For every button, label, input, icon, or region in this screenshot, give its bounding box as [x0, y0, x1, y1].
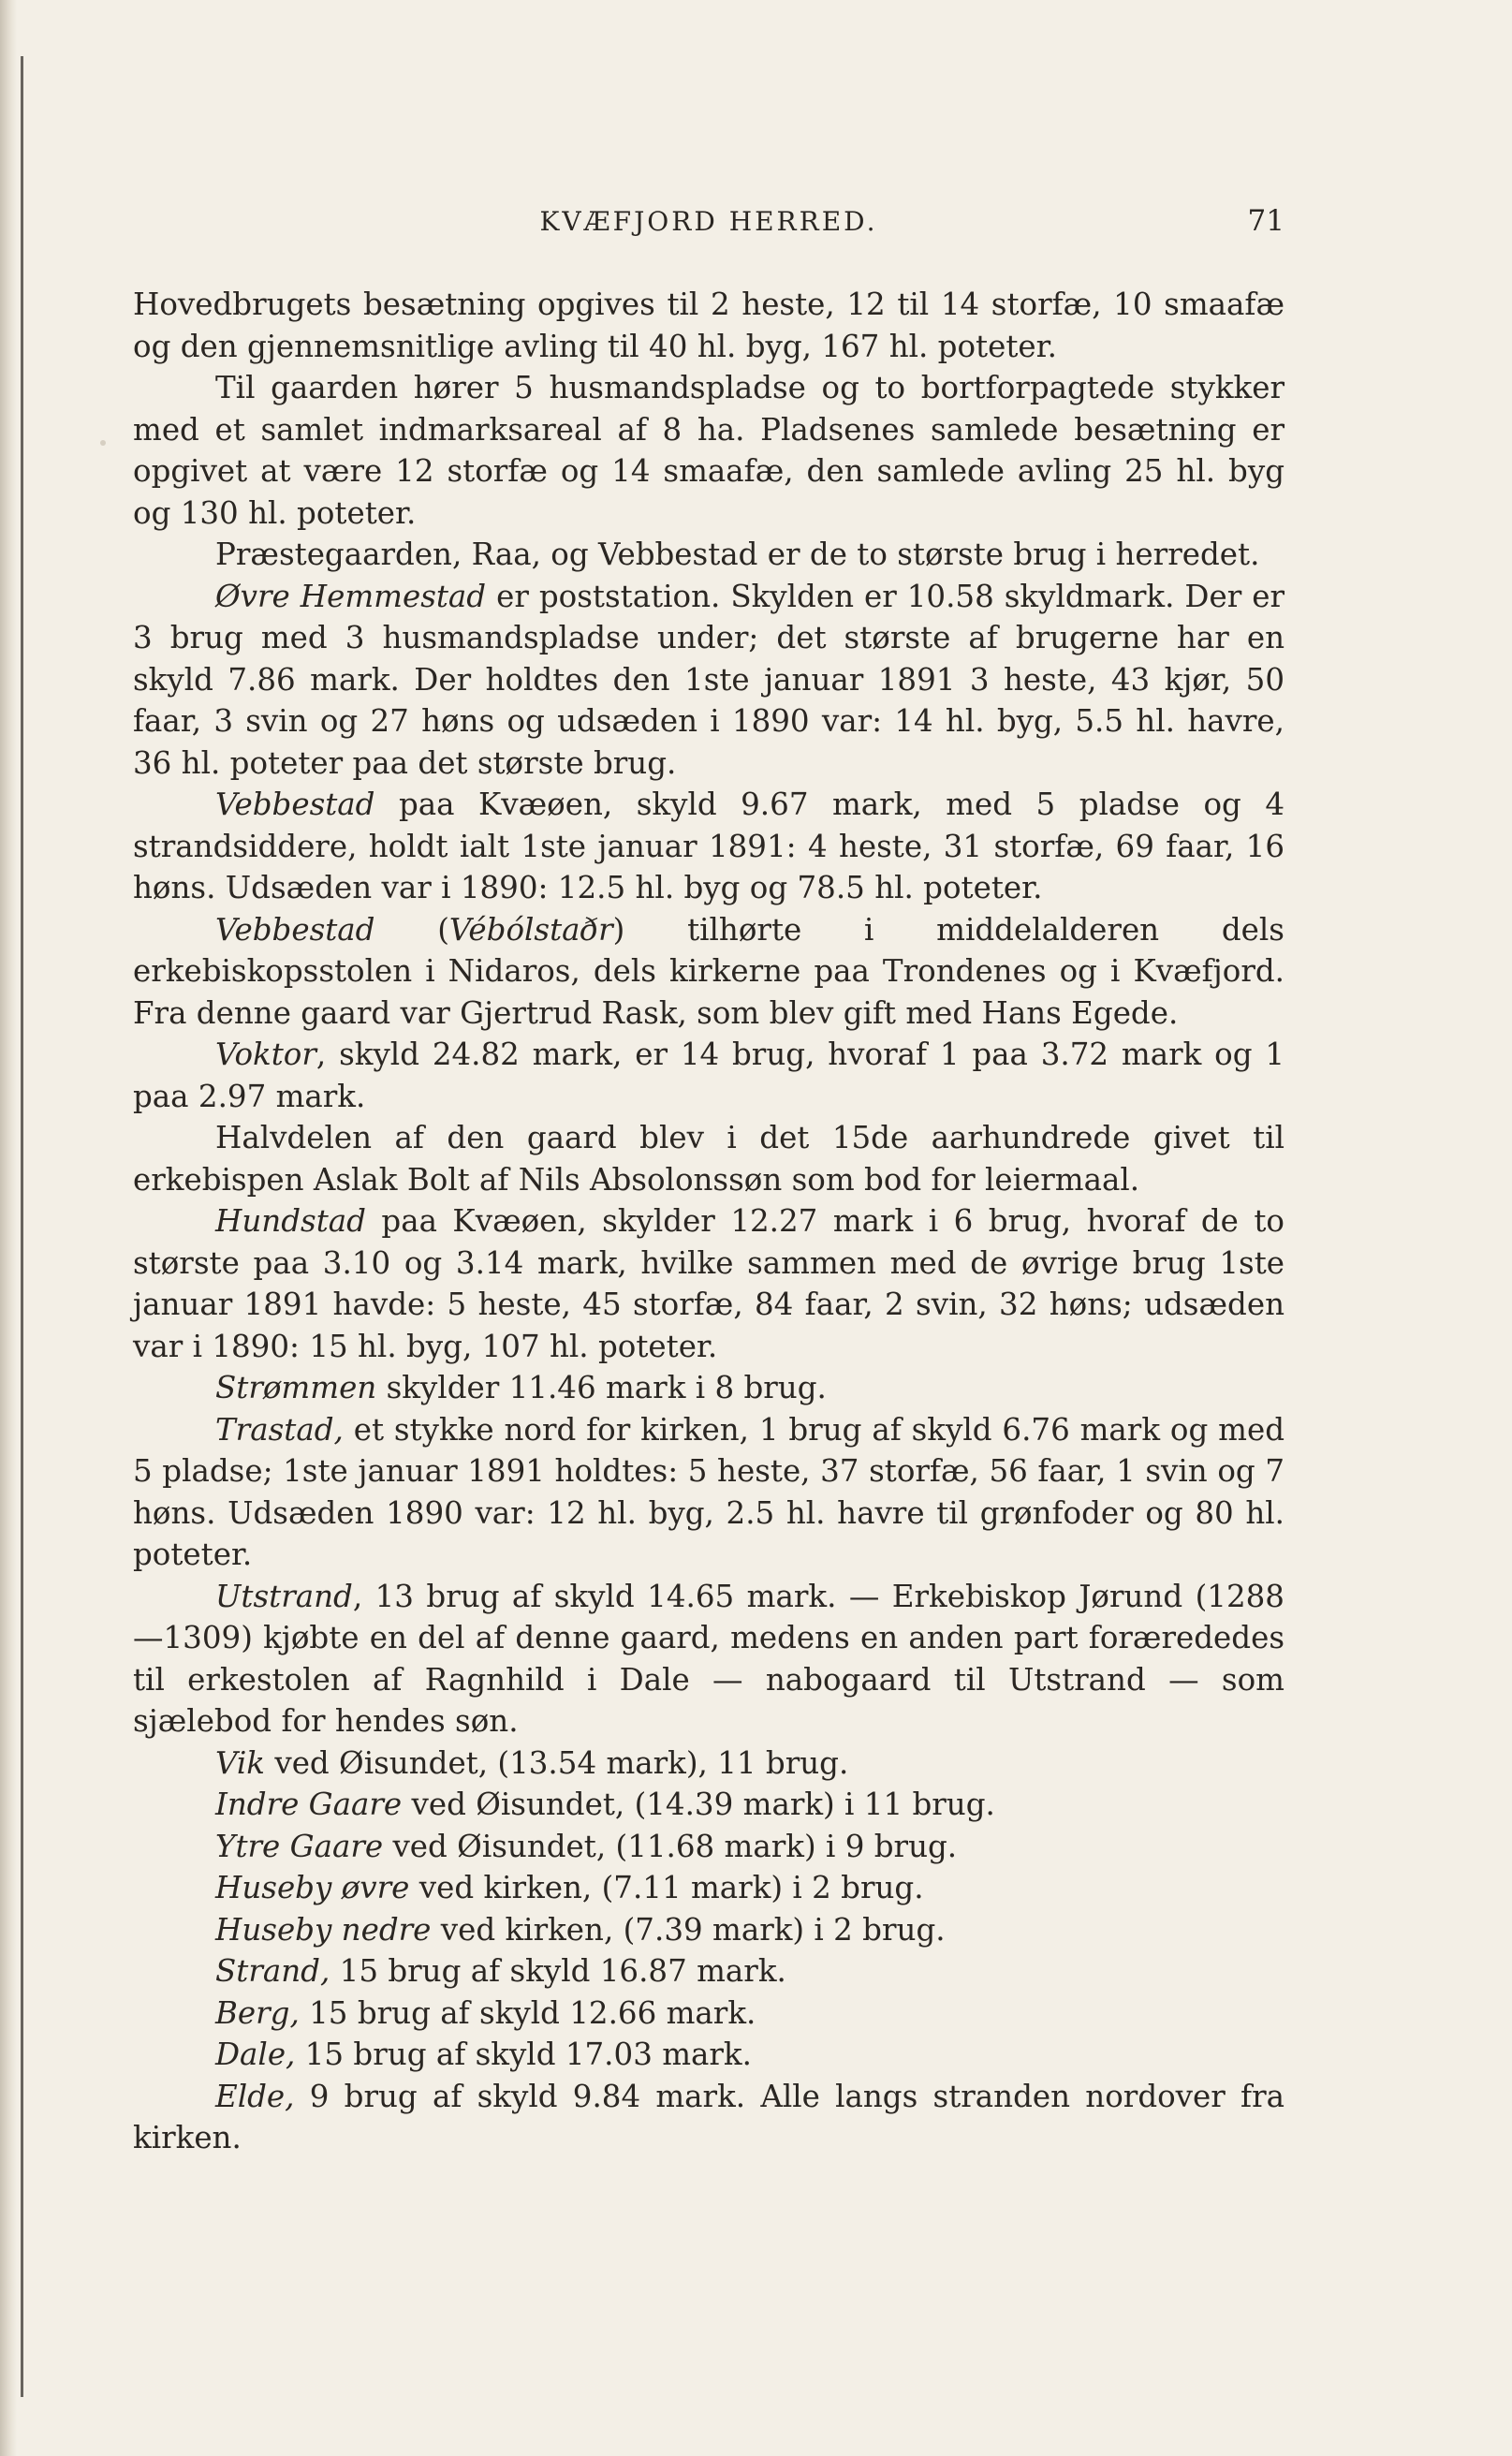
place-name-italic: Strand, — [215, 1953, 330, 1989]
paragraph-text: Præstegaarden, Raa, og Vebbestad er de to største brug i herredet. — [215, 537, 1260, 572]
paragraph — [133, 909, 1284, 1035]
paper-speck — [100, 440, 106, 446]
place-name-italic: Vébólstaðr — [448, 911, 613, 948]
paragraph-text: ved Øisundet, (13.54 mark), 11 brug. — [265, 1744, 849, 1781]
place-name-italic: Elde, — [215, 2078, 295, 2114]
paragraph — [133, 534, 1284, 576]
running-title: KVÆFJORD HERRED. — [539, 206, 878, 237]
paragraph — [133, 1576, 1284, 1743]
paragraph — [133, 1200, 1284, 1367]
place-name-italic: Dale, — [215, 2037, 296, 2072]
paragraph — [133, 1826, 1284, 1868]
paragraph — [133, 784, 1284, 909]
place-name-italic: Hundstad — [215, 1203, 366, 1239]
place-name-italic: Huseby nedre — [215, 1911, 432, 1948]
paragraph-text: et stykke nord for kirken, 1 brug af skyld 6.76 mark og med 5 pladse; 1ste januar 1891 holdtes: 5 heste, 37 storfæ, 56 faar, 1 svin og 7 høns. Udsæden 1890 var: 12 hl. byg, 2.5 hl. havre til grønfoder og 80 hl. poteter. — [133, 1411, 1284, 1572]
paragraph — [133, 576, 1284, 785]
paragraph-text: 15 brug af skyld 12.66 mark. — [299, 1994, 756, 2031]
place-name-italic: Voktor — [215, 1037, 316, 1072]
paragraph-text: ved kirken, (7.39 mark) i 2 brug. — [431, 1911, 946, 1948]
running-head — [133, 204, 1284, 242]
place-name-italic: Huseby øvre — [215, 1870, 410, 1905]
paragraph-text: ) tilhørte i middelalderen dels erkebiskopsstolen i Nidaros, dels kirkerne paa Trondenes og i Kvæfjord. Fra denne gaard var Gjertrud Rask, som blev gift med Hans Egede. — [133, 911, 1284, 1031]
place-name-italic: Vebbestad — [215, 911, 375, 948]
paragraph-text: ved Øisundet, (11.68 mark) i 9 brug. — [383, 1828, 958, 1864]
paragraph-text: 9 brug af skyld 9.84 mark. Alle langs stranden nordover fra kirken. — [133, 2078, 1284, 2155]
page-number: 71 — [1247, 204, 1284, 238]
paragraph — [133, 1117, 1284, 1200]
place-name-italic: Utstrand — [215, 1578, 353, 1614]
paragraph — [133, 1993, 1284, 2035]
paragraph-text: Hovedbrugets besætning opgives til 2 heste, 12 til 14 storfæ, 10 smaafæ og den gjennemsnitlige avling til 40 hl. byg, 167 hl. poteter. — [133, 287, 1284, 364]
paragraph — [133, 1743, 1284, 1785]
paragraph-text: , skyld 24.82 mark, er 14 brug, hvoraf 1 paa 3.72 mark og 1 paa 2.97 mark. — [133, 1037, 1284, 1114]
paragraph — [133, 1034, 1284, 1117]
paragraph — [133, 1950, 1284, 1993]
paragraph — [133, 2076, 1284, 2159]
body-text — [133, 284, 1284, 2159]
paragraph — [133, 1367, 1284, 1409]
paragraph — [133, 1409, 1284, 1576]
place-name-italic: Strømmen — [215, 1370, 377, 1405]
paragraph — [133, 284, 1284, 367]
paragraph-text: Til gaarden hører 5 husmandspladse og to bortforpagtede stykker med et samlet indmarksareal af 8 ha. Pladsenes samlede besætning er opgivet at være 12 storfæ og 14 smaafæ, den samlede avling 25 hl. byg og 130 hl. poteter. — [133, 370, 1284, 531]
page-binding-edge — [0, 0, 17, 2456]
paragraph-text: paa Kvæøen, skyld 9.67 mark, med 5 pladse og 4 strandsiddere, holdt ialt 1ste januar 1891: 4 heste, 31 storfæ, 69 faar, 16 høns. Udsæden var i 1890: 12.5 hl. byg og 78.5 hl. poteter. — [133, 787, 1284, 905]
binding-shadow-line — [21, 56, 23, 2397]
place-name-italic: Berg, — [215, 1994, 300, 2031]
paragraph-text: ved Øisundet, (14.39 mark) i 11 brug. — [402, 1787, 995, 1822]
paragraph-text: 15 brug af skyld 16.87 mark. — [330, 1953, 786, 1989]
paragraph-text: 15 brug af skyld 17.03 mark. — [295, 2037, 752, 2072]
paragraph-text: ved kirken, (7.11 mark) i 2 brug. — [409, 1870, 924, 1905]
paragraph-text: ( — [374, 911, 449, 948]
paragraph-text: , 13 brug af skyld 14.65 mark. — Erkebiskop Jørund (1288—1309) kjøbte en del af denne gaard, medens en anden part forærededes til erkestolen af Ragnhild i Dale — nabogaard til Utstrand — som sjælebod for hendes søn. — [133, 1578, 1284, 1739]
place-name-italic: Trastad, — [215, 1411, 344, 1448]
paragraph — [133, 1867, 1284, 1909]
paragraph-text: Halvdelen af den gaard blev i det 15de aarhundrede givet til erkebispen Aslak Bolt af Nils Absolonssøn som bod for leiermaal. — [133, 1120, 1284, 1198]
place-name-italic: Vik — [215, 1744, 265, 1781]
paragraph — [133, 2034, 1284, 2076]
paragraph-text: er poststation. Skylden er 10.58 skyldmark. Der er 3 brug med 3 husmandspladse under; det største af brugerne har en skyld 7.86 mark. Der holdtes den 1ste januar 1891 3 heste, 43 kjør, 50 faar, 3 svin og 27 høns og udsæden i 1890 var: 14 hl. byg, 5.5 hl. havre, 36 hl. poteter paa det største brug. — [133, 578, 1284, 781]
paragraph — [133, 1784, 1284, 1826]
paragraph — [133, 1909, 1284, 1951]
paragraph-text: paa Kvæøen, skylder 12.27 mark i 6 brug, hvoraf de to største paa 3.10 og 3.14 mark, hvilke sammen med de øvrige brug 1ste januar 1891 havde: 5 heste, 45 storfæ, 84 faar, 2 svin, 32 høns; udsæden var i 1890: 15 hl. byg, 107 hl. poteter. — [133, 1203, 1284, 1364]
place-name-italic: Vebbestad — [215, 787, 375, 822]
paragraph — [133, 367, 1284, 534]
paragraph-text: skylder 11.46 mark i 8 brug. — [376, 1370, 827, 1405]
place-name-italic: Ytre Gaare — [215, 1828, 384, 1864]
place-name-italic: Indre Gaare — [215, 1787, 403, 1822]
place-name-italic: Øvre Hemmestad — [215, 578, 487, 614]
